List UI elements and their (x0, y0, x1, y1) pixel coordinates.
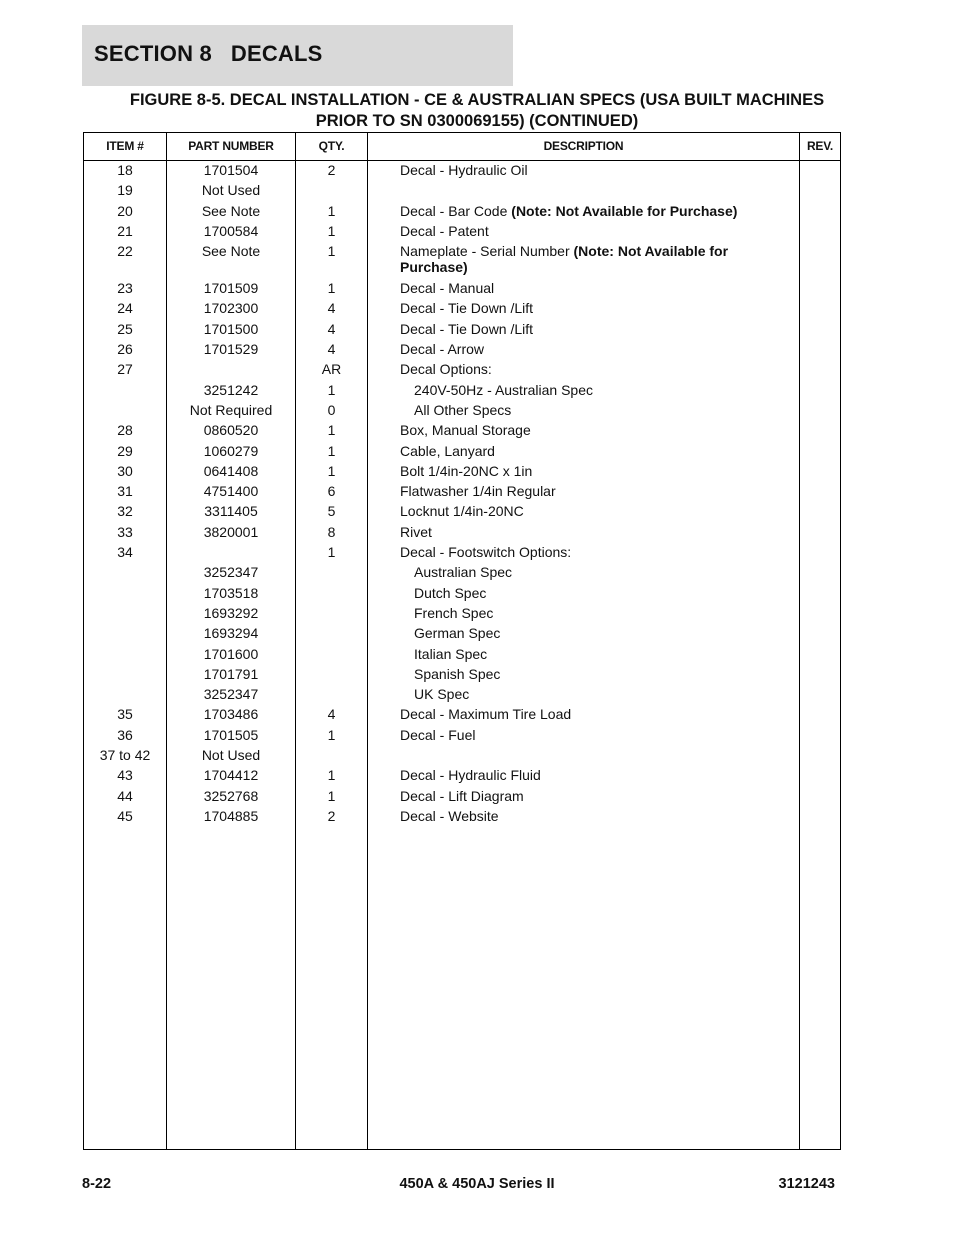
description-text: Cable, Lanyard (400, 442, 495, 459)
table-row (84, 746, 840, 766)
qty-cell: 1 (327, 726, 336, 743)
description-text: Locknut 1/4in-20NC (400, 503, 524, 520)
item-number-cell: 45 (117, 807, 133, 824)
description-text: Decal - Fuel (400, 726, 476, 743)
table-row (84, 584, 840, 604)
description-cell (400, 422, 760, 438)
qty-cell: 1 (327, 280, 336, 297)
description-text: Australian Spec (414, 564, 513, 581)
table-row (84, 543, 840, 563)
table-row (84, 705, 840, 725)
part-number-cell: 1701529 (203, 341, 259, 358)
qty-cell: 1 (327, 767, 336, 784)
figure-title-line1: FIGURE 8-5. DECAL INSTALLATION - CE & AUSTRALIAN SPECS (USA BUILT MACHINES (129, 91, 825, 109)
table-row (84, 604, 840, 624)
description-text: Decal - Patent (400, 222, 489, 239)
qty-cell: 2 (327, 807, 336, 824)
page-number: 8-22 (82, 1176, 112, 1192)
part-number-cell: 3252347 (203, 564, 259, 581)
description-cell (400, 788, 760, 804)
part-number-cell: 1701600 (203, 645, 259, 662)
description-cell (400, 162, 760, 178)
item-number-cell: 27 (117, 361, 133, 378)
part-number-cell: 1701791 (203, 665, 259, 682)
qty-cell: 1 (327, 202, 336, 219)
qty-cell: 5 (327, 503, 336, 520)
description-text: Decal - Website (400, 807, 499, 824)
part-number-cell: 1704885 (203, 807, 259, 824)
qty-cell: 4 (327, 341, 336, 358)
item-number-cell: 33 (117, 523, 133, 540)
part-number-cell: Not Used (201, 182, 261, 199)
description-text: Decal - Tie Down /Lift (400, 320, 534, 337)
part-number-cell: 0641408 (203, 462, 259, 479)
table-row (84, 787, 840, 807)
table-row (84, 645, 840, 665)
part-number-cell: 1693294 (203, 625, 259, 642)
header-item: ITEM # (106, 139, 144, 153)
table-row (84, 482, 840, 502)
table-row (84, 462, 840, 482)
qty-cell: 1 (327, 442, 336, 459)
description-note: (Note: Not Available for Purchase) (511, 202, 738, 219)
description-cell (400, 443, 760, 459)
item-number-cell: 30 (117, 462, 133, 479)
description-cell (400, 321, 760, 337)
figure-title (60, 90, 894, 132)
description-cell (400, 544, 760, 560)
part-number-cell: 3820001 (203, 523, 259, 540)
description-cell (414, 605, 774, 621)
table-row (84, 242, 840, 279)
part-number-cell: 3251242 (203, 381, 259, 398)
model-name: 450A & 450AJ Series II (399, 1176, 555, 1192)
part-number-cell: 1701505 (203, 726, 259, 743)
description-cell (414, 402, 774, 418)
description-text: Decal - Manual (400, 280, 495, 297)
table-row (84, 360, 840, 380)
parts-table (83, 132, 841, 1150)
part-number-cell: See Note (201, 243, 261, 260)
description-cell (414, 585, 774, 601)
part-number-cell: 4751400 (203, 483, 259, 500)
item-number-cell: 43 (117, 767, 133, 784)
description-text: French Spec (414, 604, 494, 621)
item-number-cell: 20 (117, 202, 133, 219)
description-text: UK Spec (414, 686, 470, 703)
item-number-cell: 31 (117, 483, 133, 500)
table-row (84, 665, 840, 685)
qty-cell: 6 (327, 483, 336, 500)
description-text: Decal - Footswitch Options: (400, 544, 572, 561)
item-number-cell: 21 (117, 222, 133, 239)
section-title: SECTION 8 DECALS (94, 41, 323, 66)
table-body (84, 161, 840, 827)
item-number-cell: 28 (117, 422, 133, 439)
description-cell (400, 361, 760, 377)
table-row (84, 401, 840, 421)
description-text: Nameplate - Serial Number (400, 243, 574, 260)
part-number-cell: 1704412 (203, 767, 259, 784)
description-text: Decal - Hydraulic Fluid (400, 767, 541, 784)
description-text: Rivet (400, 523, 432, 540)
description-text: Flatwasher 1/4in Regular (400, 483, 556, 500)
description-text: Decal - Maximum Tire Load (400, 706, 572, 723)
table-row (84, 523, 840, 543)
description-text: Italian Spec (414, 645, 488, 662)
description-text: Spanish Spec (414, 665, 501, 682)
header-description: DESCRIPTION (543, 139, 624, 153)
table-row (84, 161, 840, 181)
table-row (84, 766, 840, 786)
figure-title-line2: PRIOR TO SN 0300069155) (CONTINUED) (315, 112, 639, 130)
description-text: Decal Options: (400, 361, 492, 378)
description-text: Decal - Lift Diagram (400, 787, 524, 804)
item-number-cell: 25 (117, 320, 133, 337)
item-number-cell: 44 (117, 787, 133, 804)
description-cell (414, 646, 774, 662)
qty-cell: 0 (327, 401, 336, 418)
description-cell (400, 280, 760, 296)
description-text: Decal - Hydraulic Oil (400, 162, 528, 178)
table-row (84, 442, 840, 462)
description-text: Bolt 1/4in-20NC x 1in (400, 462, 533, 479)
item-number-cell: 34 (117, 544, 133, 561)
item-number-cell: 32 (117, 503, 133, 520)
part-number-cell: Not Used (201, 747, 261, 764)
description-cell (400, 483, 760, 499)
table-row (84, 421, 840, 441)
item-number-cell: 18 (117, 162, 133, 178)
description-cell (414, 625, 774, 641)
qty-cell: 1 (327, 243, 336, 260)
part-number-cell: See Note (201, 202, 261, 219)
part-number-cell: 1703518 (203, 584, 259, 601)
part-number-cell: 0860520 (203, 422, 259, 439)
part-number-cell: 3252347 (203, 686, 259, 703)
description-cell (400, 767, 760, 783)
part-number-cell: 1701509 (203, 280, 259, 297)
part-number-cell: 1700584 (203, 222, 259, 239)
description-cell (400, 203, 760, 219)
part-number-cell: 1693292 (203, 604, 259, 621)
description-cell (400, 341, 760, 357)
qty-cell: 4 (327, 320, 336, 337)
table-row (84, 181, 840, 201)
description-cell (400, 463, 760, 479)
document-number: 3121243 (778, 1176, 835, 1192)
table-row (84, 279, 840, 299)
item-number-cell: 29 (117, 442, 133, 459)
description-cell (400, 503, 760, 519)
table-row (84, 563, 840, 583)
part-number-cell: 3311405 (204, 503, 258, 520)
header-qty: QTY. (318, 139, 345, 153)
part-number-cell: 1701500 (203, 320, 259, 337)
table-row (84, 807, 840, 827)
table-row (84, 726, 840, 746)
table-row (84, 381, 840, 401)
qty-cell: 2 (327, 162, 336, 178)
qty-cell: 8 (327, 523, 336, 540)
table-row (84, 624, 840, 644)
part-number-cell: Not Required (189, 401, 273, 418)
item-number-cell: 37 to 42 (99, 747, 151, 764)
section-banner (82, 25, 513, 86)
qty-cell: AR (321, 361, 342, 378)
item-number-cell: 26 (117, 341, 133, 358)
qty-cell: 4 (327, 706, 336, 723)
table-row (84, 320, 840, 340)
description-text: German Spec (414, 625, 501, 642)
table-row (84, 502, 840, 522)
item-number-cell: 24 (117, 300, 133, 317)
part-number-cell: 1702300 (203, 300, 259, 317)
description-note: (Note: Not Available for Purchase) (400, 243, 729, 276)
qty-cell: 1 (327, 422, 336, 439)
table-row (84, 222, 840, 242)
table-row (84, 299, 840, 319)
description-cell (400, 243, 760, 275)
description-cell (414, 666, 774, 682)
table-row (84, 340, 840, 360)
description-text: Decal - Tie Down /Lift (400, 300, 534, 317)
description-cell (414, 686, 774, 702)
description-cell (414, 382, 774, 398)
table-row (84, 685, 840, 705)
description-cell (400, 727, 760, 743)
part-number-cell: 3252768 (203, 787, 259, 804)
description-text: All Other Specs (414, 401, 512, 418)
description-text: Box, Manual Storage (400, 422, 531, 439)
description-cell (414, 564, 774, 580)
item-number-cell: 22 (117, 243, 133, 260)
header-rev: REV. (806, 139, 834, 153)
description-cell (400, 706, 760, 722)
item-number-cell: 36 (117, 726, 133, 743)
header-part-number: PART NUMBER (188, 139, 274, 153)
part-number-cell: 1701504 (203, 162, 259, 178)
description-text: Dutch Spec (414, 584, 487, 601)
description-text: Decal - Bar Code (400, 202, 512, 219)
description-text: 240V-50Hz - Australian Spec (414, 381, 593, 398)
qty-cell: 1 (327, 787, 336, 804)
qty-cell: 1 (327, 222, 336, 239)
qty-cell: 1 (327, 544, 336, 561)
description-cell (400, 524, 760, 540)
part-number-cell: 1060279 (203, 442, 259, 459)
description-cell (400, 223, 760, 239)
table-row (84, 202, 840, 222)
description-cell (400, 808, 760, 824)
part-number-cell: 1703486 (203, 706, 259, 723)
description-cell (400, 300, 760, 316)
description-text: Decal - Arrow (400, 341, 485, 358)
qty-cell: 4 (327, 300, 336, 317)
item-number-cell: 19 (117, 182, 133, 199)
item-number-cell: 23 (117, 280, 133, 297)
item-number-cell: 35 (117, 706, 133, 723)
qty-cell: 1 (327, 381, 336, 398)
qty-cell: 1 (327, 462, 336, 479)
